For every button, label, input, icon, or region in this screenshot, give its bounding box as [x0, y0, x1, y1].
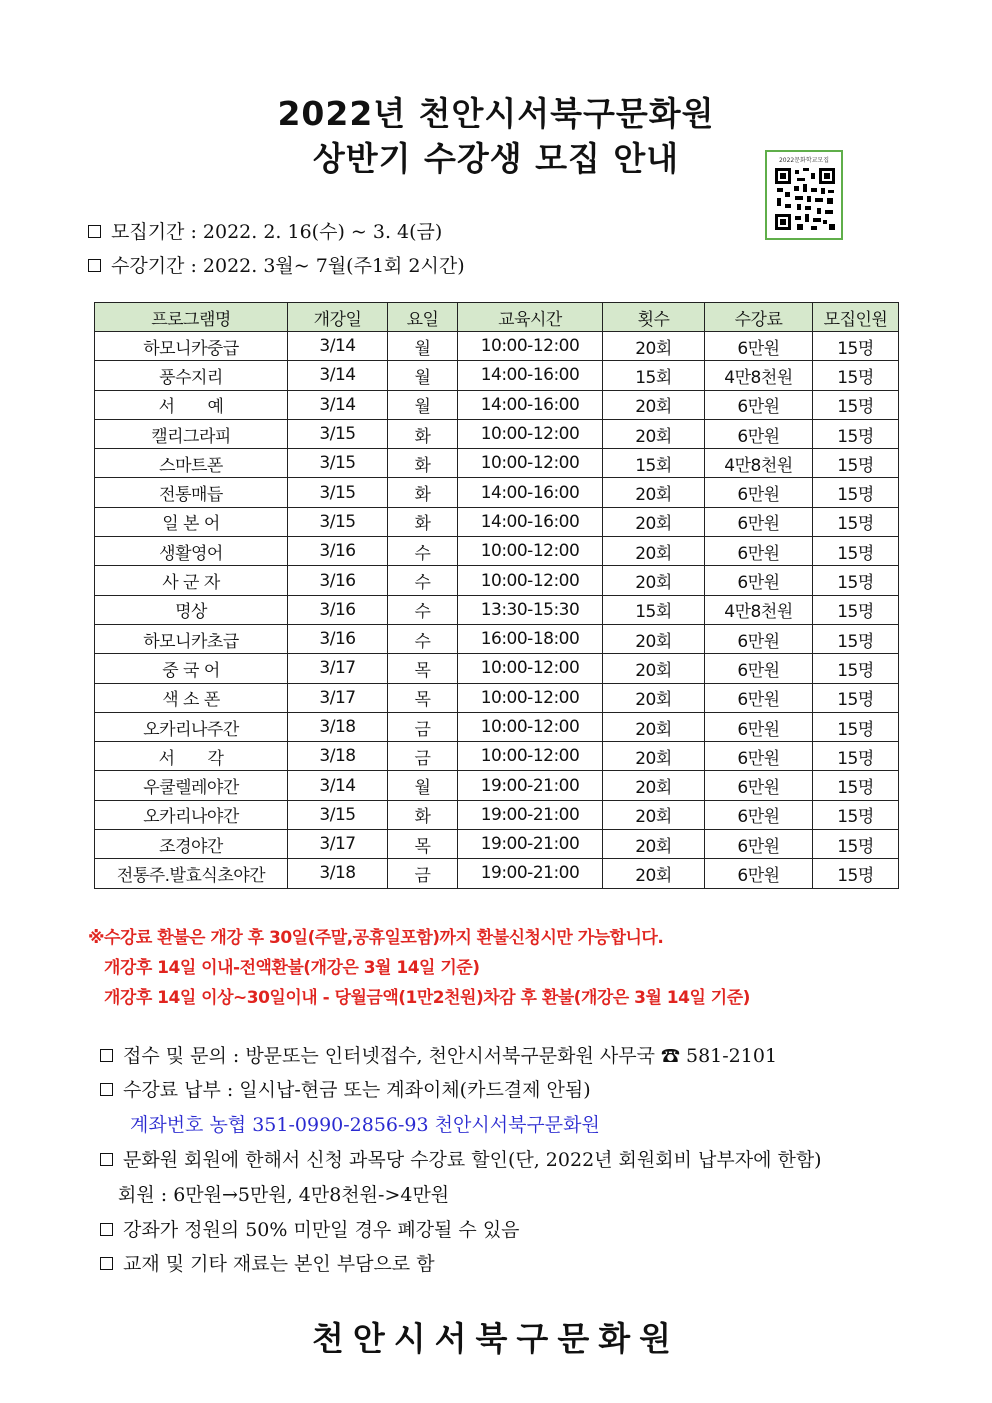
- cell-program-name: 오카리나야간: [95, 800, 288, 829]
- cell-capacity: 15명: [813, 332, 899, 361]
- cell-class-time: 19:00-21:00: [458, 800, 603, 829]
- table-row: [95, 419, 899, 448]
- checkbox-bullet-icon: [100, 1223, 113, 1236]
- cell-fee: 6만원: [705, 390, 813, 419]
- table-row: [95, 624, 899, 653]
- cell-sessions: 15회: [603, 449, 705, 478]
- cell-program-name: 서 예: [95, 390, 288, 419]
- cell-start-date: 3/18: [288, 712, 388, 741]
- refund-notice: ※수강료 환불은 개강 후 30일(주말,공휴일포함)까지 환불신청시만 가능합니다.: [88, 928, 664, 948]
- cell-capacity: 15명: [813, 449, 899, 478]
- cell-weekday: 화: [388, 478, 458, 507]
- title-line-2: 상반기 수강생 모집 안내: [312, 139, 680, 178]
- header-time: 교육시간: [458, 303, 603, 332]
- schedule-table: [94, 302, 899, 889]
- checkbox-bullet-icon: [88, 259, 101, 272]
- cell-weekday: 수: [388, 595, 458, 624]
- cell-weekday: 수: [388, 566, 458, 595]
- cell-program-name: 서 각: [95, 742, 288, 771]
- table-row: [95, 771, 899, 800]
- cell-start-date: 3/16: [288, 624, 388, 653]
- cell-class-time: 10:00-12:00: [458, 654, 603, 683]
- checkbox-bullet-icon: [88, 225, 101, 238]
- contact-info: 접수 및 문의 : 방문또는 인터넷접수, 천안시서북구문화원 사무국 ☎ 581-2101: [100, 1041, 777, 1068]
- member-price: 회원 : 6만원→5만원, 4만8천원->4만원: [118, 1184, 450, 1206]
- table-row: [95, 859, 899, 888]
- cell-class-time: 10:00-12:00: [458, 537, 603, 566]
- cell-sessions: 20회: [603, 742, 705, 771]
- qr-code-icon: [775, 168, 835, 230]
- header-sessions: 횟수: [603, 303, 705, 332]
- cell-weekday: 금: [388, 742, 458, 771]
- cell-sessions: 20회: [603, 624, 705, 653]
- header-program: 프로그램명: [95, 303, 288, 332]
- cell-capacity: 15명: [813, 830, 899, 859]
- cell-capacity: 15명: [813, 566, 899, 595]
- cell-capacity: 15명: [813, 478, 899, 507]
- cell-weekday: 화: [388, 507, 458, 536]
- table-row: [95, 507, 899, 536]
- cell-sessions: 20회: [603, 712, 705, 741]
- table-row: [95, 742, 899, 771]
- table-row: [95, 595, 899, 624]
- cell-weekday: 목: [388, 830, 458, 859]
- cell-class-time: 14:00-16:00: [458, 390, 603, 419]
- cell-capacity: 15명: [813, 507, 899, 536]
- cell-sessions: 20회: [603, 566, 705, 595]
- cell-weekday: 목: [388, 683, 458, 712]
- table-row: [95, 537, 899, 566]
- cell-fee: 4만8천원: [705, 449, 813, 478]
- cell-start-date: 3/15: [288, 419, 388, 448]
- cell-capacity: 15명: [813, 390, 899, 419]
- cell-start-date: 3/14: [288, 771, 388, 800]
- table-row: [95, 712, 899, 741]
- title-line-1: 2022년 천안시서북구문화원: [277, 94, 715, 133]
- cell-program-name: 명상: [95, 595, 288, 624]
- cell-start-date: 3/16: [288, 566, 388, 595]
- cell-weekday: 월: [388, 771, 458, 800]
- cell-class-time: 10:00-12:00: [458, 742, 603, 771]
- cell-weekday: 월: [388, 332, 458, 361]
- cell-program-name: 사 군 자: [95, 566, 288, 595]
- qr-code[interactable]: [765, 150, 843, 240]
- table-row: [95, 478, 899, 507]
- cell-fee: 4만8천원: [705, 595, 813, 624]
- cell-program-name: 스마트폰: [95, 449, 288, 478]
- cell-class-time: 16:00-18:00: [458, 624, 603, 653]
- cell-start-date: 3/15: [288, 478, 388, 507]
- cell-program-name: 하모니카초급: [95, 624, 288, 653]
- qr-caption: 2022문화학교모집: [778, 157, 830, 164]
- cell-program-name: 캘리그라피: [95, 419, 288, 448]
- cell-capacity: 15명: [813, 595, 899, 624]
- table-row: [95, 830, 899, 859]
- cell-capacity: 15명: [813, 624, 899, 653]
- cell-start-date: 3/17: [288, 654, 388, 683]
- table-row: [95, 566, 899, 595]
- table-row: [95, 449, 899, 478]
- cell-sessions: 20회: [603, 859, 705, 888]
- cell-fee: 6만원: [705, 830, 813, 859]
- table-row: [95, 800, 899, 829]
- checkbox-bullet-icon: [100, 1257, 113, 1270]
- table-row: [95, 654, 899, 683]
- cell-start-date: 3/16: [288, 595, 388, 624]
- cell-class-time: 14:00-16:00: [458, 478, 603, 507]
- cell-fee: 6만원: [705, 507, 813, 536]
- cancel-info: 강좌가 정원의 50% 미만일 경우 폐강될 수 있음: [100, 1215, 520, 1242]
- table-row: [95, 332, 899, 361]
- cell-program-name: 오카리나주간: [95, 712, 288, 741]
- cell-fee: 6만원: [705, 712, 813, 741]
- cell-weekday: 목: [388, 654, 458, 683]
- cell-sessions: 20회: [603, 507, 705, 536]
- cell-capacity: 15명: [813, 683, 899, 712]
- cell-fee: 6만원: [705, 419, 813, 448]
- cell-fee: 6만원: [705, 332, 813, 361]
- cell-start-date: 3/17: [288, 683, 388, 712]
- cell-fee: 6만원: [705, 683, 813, 712]
- cell-weekday: 화: [388, 449, 458, 478]
- cell-capacity: 15명: [813, 859, 899, 888]
- cell-class-time: 19:00-21:00: [458, 771, 603, 800]
- table-row: [95, 390, 899, 419]
- course-period: 수강기간 : 2022. 3월~ 7월(주1회 2시간): [88, 251, 465, 278]
- cell-program-name: 조경야간: [95, 830, 288, 859]
- cell-program-name: 하모니카중급: [95, 332, 288, 361]
- footer-organization: 천안시서북구문화원: [312, 1319, 680, 1358]
- cell-sessions: 20회: [603, 654, 705, 683]
- cell-sessions: 20회: [603, 800, 705, 829]
- cell-sessions: 20회: [603, 683, 705, 712]
- cell-capacity: 15명: [813, 742, 899, 771]
- cell-sessions: 20회: [603, 332, 705, 361]
- cell-sessions: 15회: [603, 361, 705, 390]
- cell-sessions: 20회: [603, 390, 705, 419]
- cell-capacity: 15명: [813, 712, 899, 741]
- cell-capacity: 15명: [813, 537, 899, 566]
- cell-start-date: 3/14: [288, 390, 388, 419]
- cell-fee: 6만원: [705, 566, 813, 595]
- account-number: 계좌번호 농협 351-0990-2856-93 천안시서북구문화원: [130, 1114, 600, 1136]
- cell-start-date: 3/15: [288, 800, 388, 829]
- cell-capacity: 15명: [813, 800, 899, 829]
- cell-start-date: 3/18: [288, 859, 388, 888]
- table-row: [95, 683, 899, 712]
- cell-weekday: 수: [388, 537, 458, 566]
- materials-info: 교재 및 기타 재료는 본인 부담으로 함: [100, 1249, 435, 1276]
- cell-fee: 6만원: [705, 771, 813, 800]
- cell-class-time: 19:00-21:00: [458, 859, 603, 888]
- cell-capacity: 15명: [813, 361, 899, 390]
- header-weekday: 요일: [388, 303, 458, 332]
- header-fee: 수강료: [705, 303, 813, 332]
- cell-weekday: 화: [388, 800, 458, 829]
- cell-weekday: 화: [388, 419, 458, 448]
- cell-program-name: 풍수지리: [95, 361, 288, 390]
- cell-capacity: 15명: [813, 654, 899, 683]
- cell-class-time: 10:00-12:00: [458, 449, 603, 478]
- cell-fee: 6만원: [705, 654, 813, 683]
- cell-fee: 6만원: [705, 478, 813, 507]
- cell-sessions: 20회: [603, 419, 705, 448]
- discount-info: 문화원 회원에 한해서 신청 과목당 수강료 할인(단, 2022년 회원회비 납부자에 한함): [100, 1145, 822, 1172]
- refund-rule-1: 개강후 14일 이내-전액환불(개강은 3월 14일 기준): [104, 958, 480, 978]
- refund-rule-2: 개강후 14일 이상~30일이내 - 당월금액(1만2천원)차감 후 환불(개강은 3월 14일 기준): [104, 988, 750, 1008]
- cell-class-time: 19:00-21:00: [458, 830, 603, 859]
- cell-fee: 4만8천원: [705, 361, 813, 390]
- cell-weekday: 월: [388, 390, 458, 419]
- cell-sessions: 20회: [603, 537, 705, 566]
- cell-class-time: 10:00-12:00: [458, 566, 603, 595]
- cell-sessions: 20회: [603, 478, 705, 507]
- cell-start-date: 3/15: [288, 449, 388, 478]
- cell-program-name: 전통매듭: [95, 478, 288, 507]
- header-capacity: 모집인원: [813, 303, 899, 332]
- cell-class-time: 14:00-16:00: [458, 507, 603, 536]
- cell-sessions: 20회: [603, 830, 705, 859]
- table-row: [95, 361, 899, 390]
- cell-program-name: 우쿨렐레야간: [95, 771, 288, 800]
- cell-start-date: 3/17: [288, 830, 388, 859]
- cell-weekday: 월: [388, 361, 458, 390]
- cell-weekday: 수: [388, 624, 458, 653]
- table-header-row: [95, 303, 899, 332]
- cell-fee: 6만원: [705, 742, 813, 771]
- cell-class-time: 10:00-12:00: [458, 683, 603, 712]
- recruit-period: 모집기간 : 2022. 2. 16(수) ~ 3. 4(금): [88, 217, 442, 244]
- cell-start-date: 3/18: [288, 742, 388, 771]
- checkbox-bullet-icon: [100, 1049, 113, 1062]
- cell-fee: 6만원: [705, 624, 813, 653]
- cell-class-time: 10:00-12:00: [458, 332, 603, 361]
- payment-info: 수강료 납부 : 일시납-현금 또는 계좌이체(카드결제 안됨): [100, 1075, 591, 1102]
- cell-weekday: 금: [388, 712, 458, 741]
- cell-fee: 6만원: [705, 859, 813, 888]
- cell-program-name: 중 국 어: [95, 654, 288, 683]
- cell-sessions: 20회: [603, 771, 705, 800]
- cell-program-name: 전통주.발효식초야간: [95, 859, 288, 888]
- cell-class-time: 14:00-16:00: [458, 361, 603, 390]
- cell-program-name: 생활영어: [95, 537, 288, 566]
- cell-start-date: 3/15: [288, 507, 388, 536]
- cell-capacity: 15명: [813, 771, 899, 800]
- cell-class-time: 13:30-15:30: [458, 595, 603, 624]
- cell-program-name: 색 소 폰: [95, 683, 288, 712]
- checkbox-bullet-icon: [100, 1083, 113, 1096]
- cell-sessions: 15회: [603, 595, 705, 624]
- cell-weekday: 금: [388, 859, 458, 888]
- cell-start-date: 3/16: [288, 537, 388, 566]
- cell-capacity: 15명: [813, 419, 899, 448]
- cell-class-time: 10:00-12:00: [458, 419, 603, 448]
- cell-program-name: 일 본 어: [95, 507, 288, 536]
- cell-start-date: 3/14: [288, 332, 388, 361]
- checkbox-bullet-icon: [100, 1153, 113, 1166]
- cell-class-time: 10:00-12:00: [458, 712, 603, 741]
- cell-fee: 6만원: [705, 537, 813, 566]
- cell-start-date: 3/14: [288, 361, 388, 390]
- cell-fee: 6만원: [705, 800, 813, 829]
- header-start-date: 개강일: [288, 303, 388, 332]
